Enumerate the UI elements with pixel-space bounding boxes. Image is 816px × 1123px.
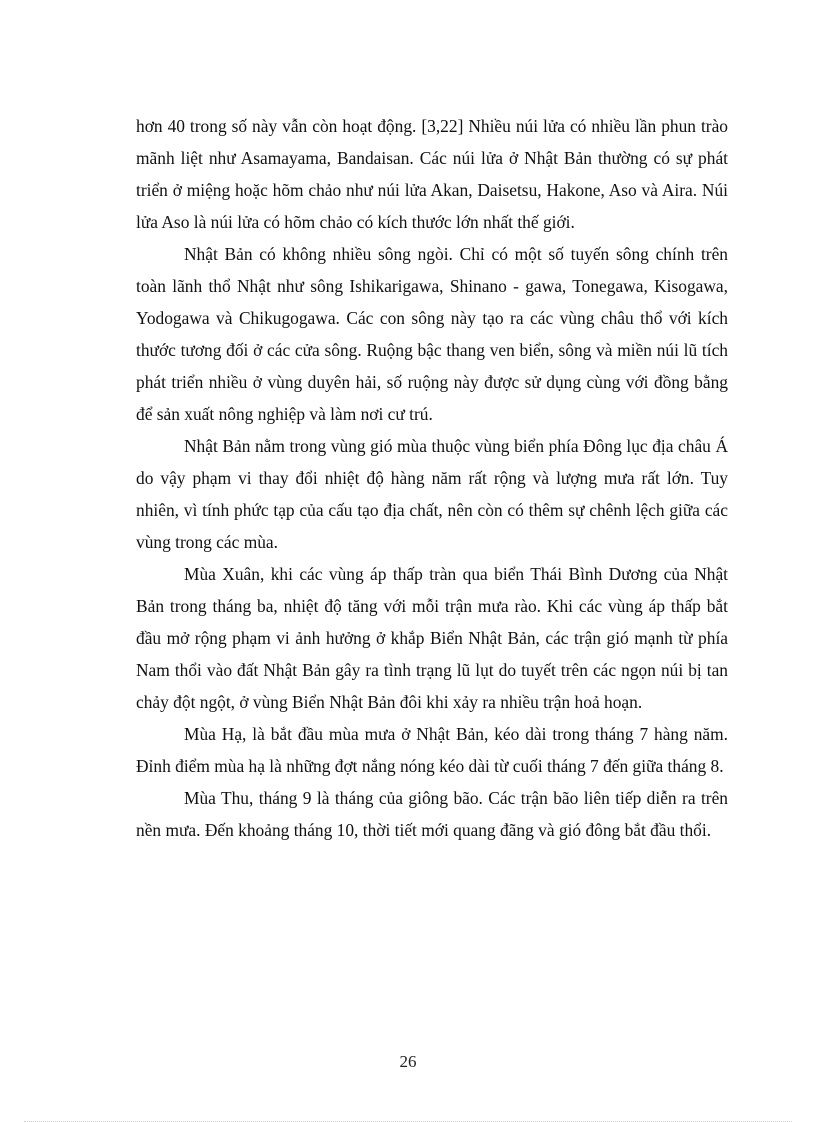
paragraph-climate: Nhật Bản nằm trong vùng gió mùa thuộc vùng biển phía Đông lục địa châu Á do vậy phạm vi thay đổi nhiệt độ hàng năm rất rộng và lượng mưa rất lớn. Tuy nhiên, vì tính phức tạp của cấu tạo địa chất, nên còn có thêm sự chênh lệch giữa các vùng trong các mùa. [136, 436, 728, 552]
paragraph-summer: Mùa Hạ, là bắt đầu mùa mưa ở Nhật Bản, kéo dài trong tháng 7 hàng năm. Đỉnh điểm mùa hạ là những đợt nắng nóng kéo dài từ cuối tháng 7 đến giữa tháng 8. [136, 724, 728, 776]
page-number: 26 [399, 1052, 417, 1071]
paragraph-autumn: Mùa Thu, tháng 9 là tháng của giông bão. Các trận bão liên tiếp diễn ra trên nền mưa. Đến khoảng tháng 10, thời tiết mới quang đãng và gió đông bắt đầu thổi. [136, 788, 728, 840]
body-text [136, 110, 728, 846]
paragraph-rivers: Nhật Bản có không nhiều sông ngòi. Chỉ có một số tuyến sông chính trên toàn lãnh thổ Nhật như sông Ishikarigawa, Shinano - gawa, Tonegawa, Kisogawa, Yodogawa và Chikugogawa. Các con sông này tạo ra các vùng châu thổ với kích thước tương đối ở các cửa sông. Ruộng bậc thang ven biển, sông và miền núi lũ tích phát triển nhiều ở vùng duyên hải, số ruộng này được sử dụng cùng với đồng bằng để sản xuất nông nghiệp và làm nơi cư trú. [136, 244, 728, 424]
paragraph-volcanoes: hơn 40 trong số này vẫn còn hoạt động. [3,22] Nhiều núi lửa có nhiều lần phun trào mãnh liệt như Asamayama, Bandaisan. Các núi lửa ở Nhật Bản thường có sự phát triển ở miệng hoặc hõm chảo như núi lửa Akan, Daisetsu, Hakone, Aso và Aira. Núi lửa Aso là núi lửa có hõm chảo có kích thước lớn nhất thế giới. [136, 116, 728, 232]
bottom-divider [24, 1121, 792, 1122]
paragraph-spring: Mùa Xuân, khi các vùng áp thấp tràn qua biển Thái Bình Dương của Nhật Bản trong tháng ba, nhiệt độ tăng với mỗi trận mưa rào. Khi các vùng áp thấp bắt đầu mở rộng phạm vi ảnh hưởng ở khắp Biển Nhật Bản, các trận gió mạnh từ phía Nam thổi vào đất Nhật Bản gây ra tình trạng lũ lụt do tuyết trên các ngọn núi bị tan chảy đột ngột, ở vùng Biển Nhật Bản đôi khi xảy ra nhiều trận hoả hoạn. [136, 564, 728, 712]
